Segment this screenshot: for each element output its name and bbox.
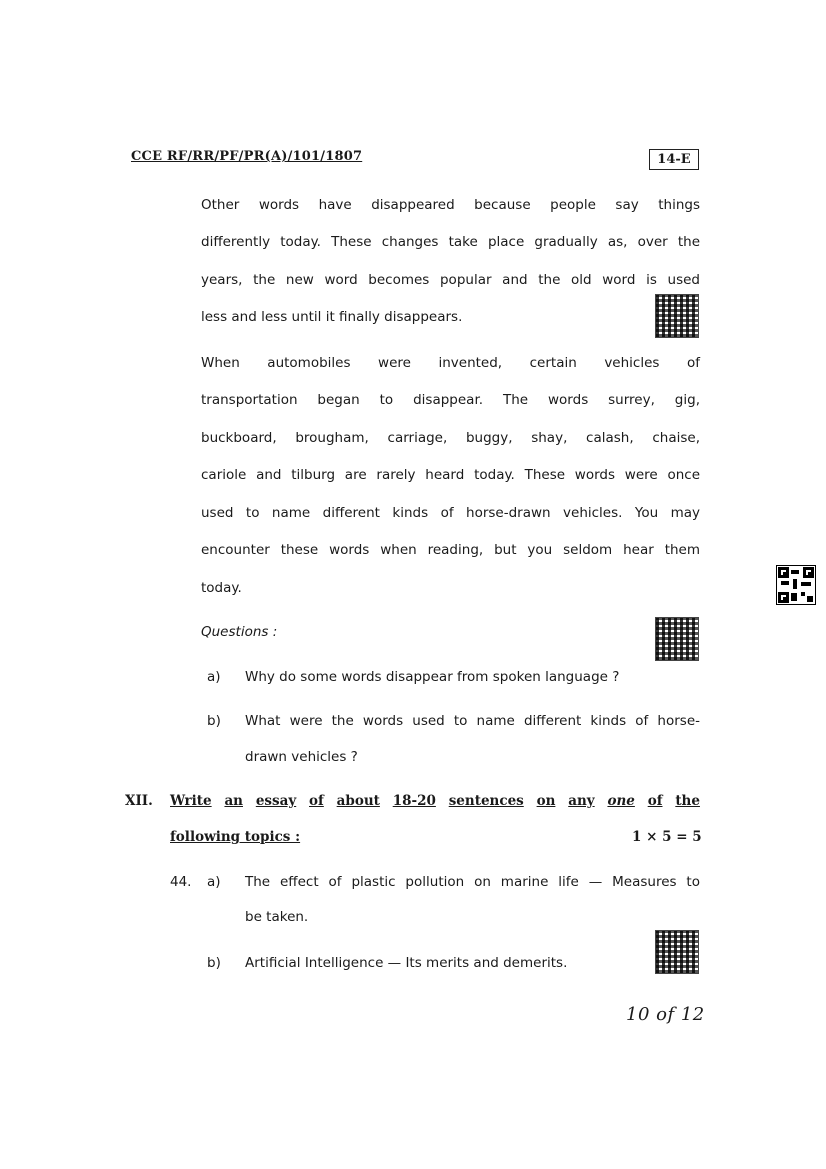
marks-label: 1 × 5 = 5 bbox=[632, 829, 702, 845]
side-qr-code-icon bbox=[776, 565, 816, 605]
questions-heading: Questions : bbox=[201, 624, 278, 640]
question-text: What were the words used to name different kinds of horse- bbox=[245, 713, 700, 729]
topic-text: The effect of plastic pollution on marine life — Measures to bbox=[245, 874, 700, 890]
topic-text: Artificial Intelligence — Its merits and demerits. bbox=[245, 955, 568, 971]
topic-text: be taken. bbox=[245, 909, 309, 925]
qr-code-icon bbox=[655, 294, 699, 338]
passage-line: transportation began to disappear. The words surrey, gig, bbox=[201, 392, 700, 408]
passage-line: cariole and tilburg are rarely heard today. These words were once bbox=[201, 467, 700, 483]
passage-line: used to name different kinds of horse-drawn vehicles. You may bbox=[201, 505, 700, 521]
passage-line: encounter these words when reading, but you seldom hear them bbox=[201, 542, 700, 558]
question-marker: a) bbox=[207, 669, 221, 685]
passage-line: buckboard, brougham, carriage, buggy, shay, calash, chaise, bbox=[201, 430, 700, 446]
passage-line: less and less until it finally disappears. bbox=[201, 309, 463, 325]
passage-line: years, the new word becomes popular and the old word is used bbox=[201, 272, 700, 288]
passage-line: differently today. These changes take place gradually as, over the bbox=[201, 234, 700, 250]
passage-line: today. bbox=[201, 580, 242, 596]
question-text: drawn vehicles ? bbox=[245, 749, 358, 765]
question-marker: b) bbox=[207, 713, 221, 729]
question-number: 44. bbox=[170, 874, 192, 890]
passage-line: When automobiles were invented, certain vehicles of bbox=[201, 355, 700, 371]
qr-code-icon bbox=[655, 617, 699, 661]
question-text: Why do some words disappear from spoken language ? bbox=[245, 669, 620, 685]
passage-line: Other words have disappeared because people say things bbox=[201, 197, 700, 213]
section-instruction: Write an essay of about 18-20 sentences on any one of the bbox=[170, 793, 700, 809]
topic-marker: a) bbox=[207, 874, 221, 890]
version-box: 14-E bbox=[649, 149, 699, 170]
section-number: XII. bbox=[125, 793, 153, 809]
page-number: 10 of 12 bbox=[626, 1004, 705, 1025]
qr-code-icon bbox=[655, 930, 699, 974]
topic-marker: b) bbox=[207, 955, 221, 971]
paper-code: CCE RF/RR/PF/PR(A)/101/1807 bbox=[131, 149, 363, 164]
section-instruction-cont: following topics : bbox=[170, 829, 301, 845]
